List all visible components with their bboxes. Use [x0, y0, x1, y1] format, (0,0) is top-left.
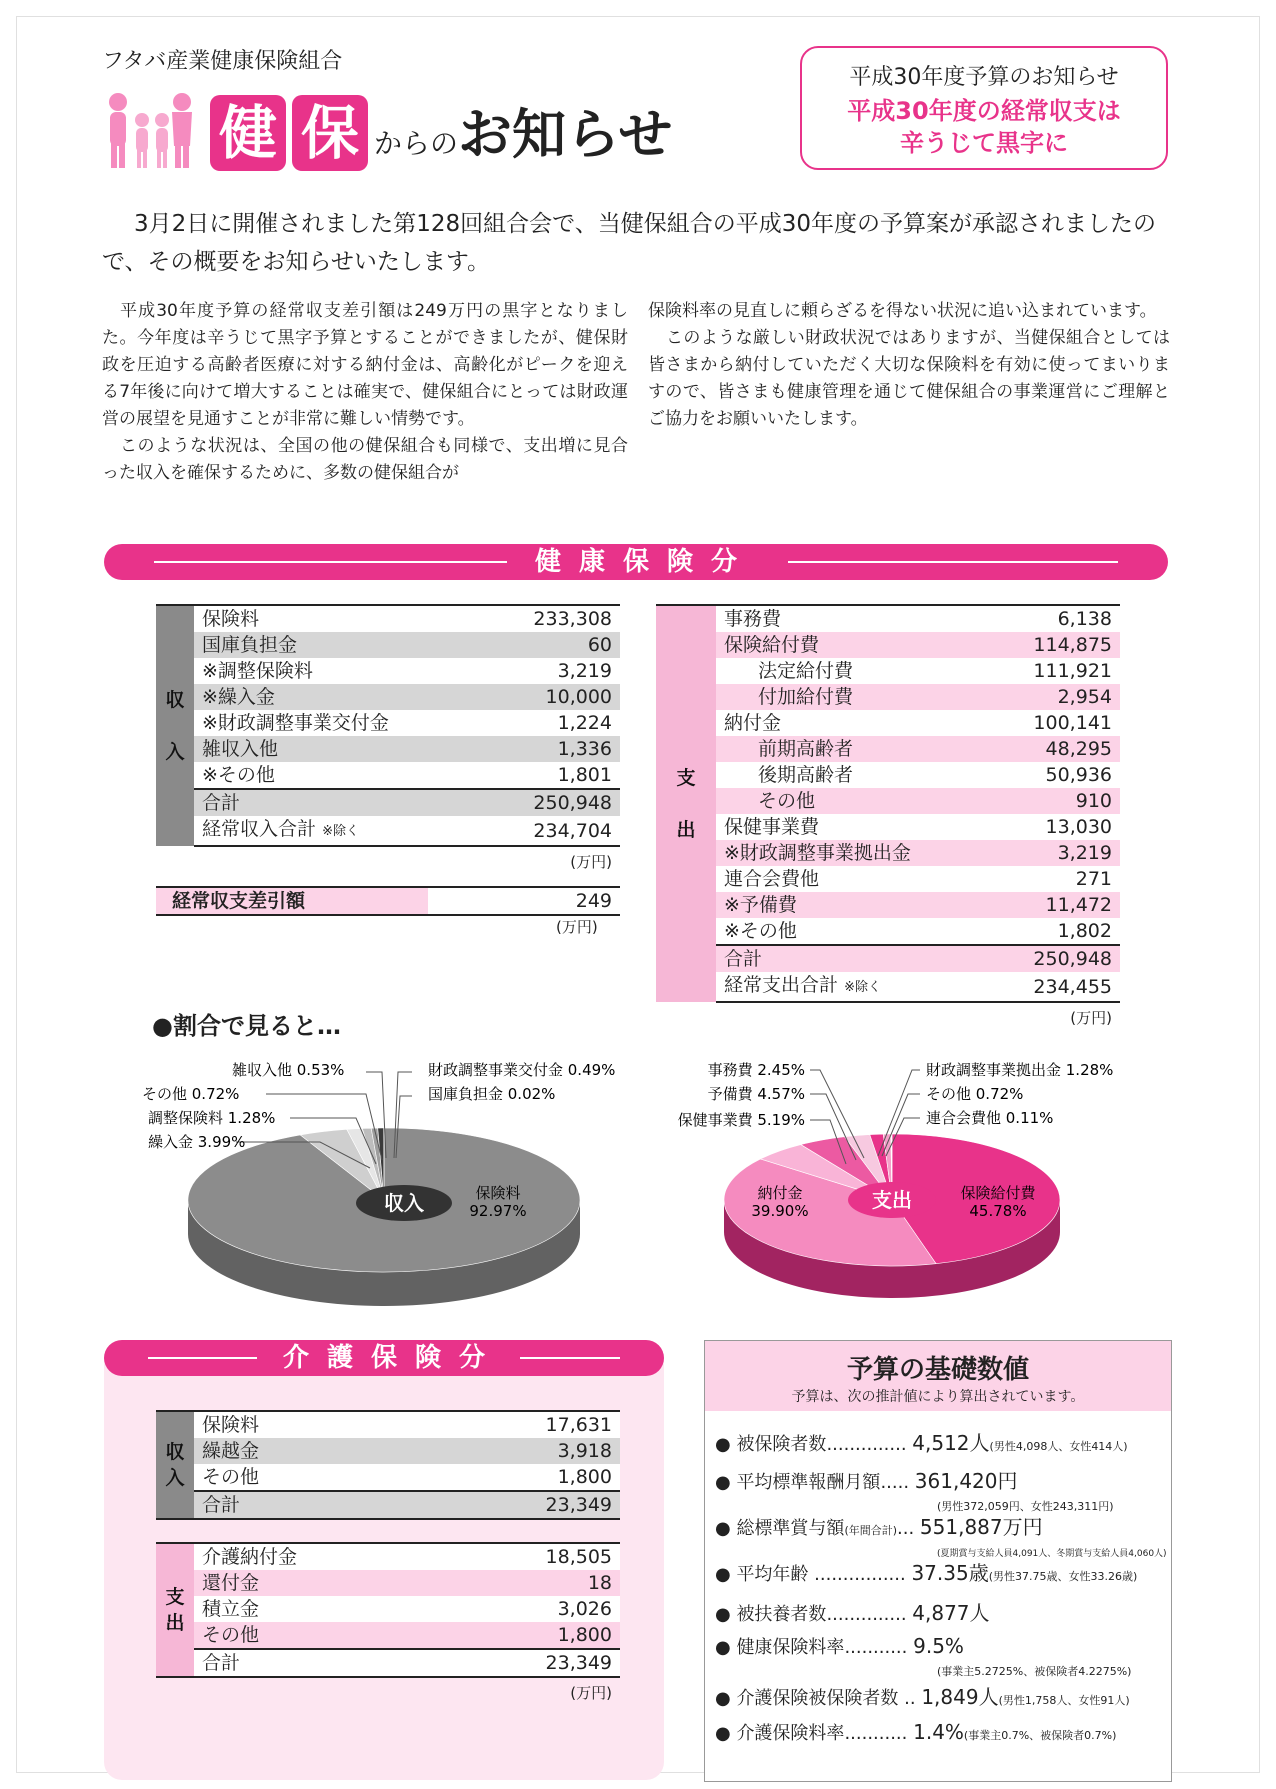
expense-side-label: 支 出: [656, 605, 716, 1002]
pie-slice-label: 調整保険料 1.28%: [148, 1109, 276, 1127]
pie-center-label: 支出: [872, 1188, 912, 1212]
pie-slice-label: 連合会費他 0.11%: [926, 1109, 1054, 1127]
table-row-label: その他: [202, 1466, 260, 1488]
table-row-label: 保険料: [194, 605, 485, 632]
table-row-value: 114,875: [1033, 634, 1112, 656]
table-row-label: 還付金: [202, 1572, 260, 1594]
notice-line1: 平成30年度予算のお知らせ: [849, 65, 1119, 90]
table-row-label: 国庫負担金: [202, 634, 298, 656]
table-row-value: 48,295: [1045, 738, 1112, 760]
balance-label: 経常収支差引額: [172, 890, 306, 912]
pie-slice-label: 国庫負担金 0.02%: [428, 1085, 556, 1103]
pie-center-label: 収入: [384, 1191, 424, 1215]
pie-main-pct: 39.90%: [751, 1202, 809, 1220]
body-paragraph: 保険料率の見直しに頼らざるを得ない状況に追い込まれています。: [648, 301, 1157, 321]
basics-item: ● 被保険者数.............. 4,512人(男性4,098人、女性414人): [715, 1431, 1128, 1455]
table-row-value: 1,800: [557, 1466, 612, 1488]
table-row-label: 連合会費他: [724, 868, 820, 890]
table-row-label: 保健事業費: [724, 816, 820, 838]
table-row-value: 18,505: [438, 1543, 620, 1570]
table-row-label: ※繰入金: [202, 686, 275, 708]
care-income-table: [156, 1410, 620, 1520]
table-row-label: 積立金: [202, 1598, 260, 1620]
table-row-value: 17,631: [394, 1411, 620, 1438]
care-band-title: 介護保険分: [257, 1343, 511, 1373]
header-title: [210, 92, 672, 171]
table-row-value: 3,219: [557, 660, 612, 682]
table-row-label: 保険給付費: [724, 634, 820, 656]
expense-total-value: 250,948: [992, 945, 1120, 972]
health-income-table: [156, 604, 620, 872]
table-row-label: 法定給付費: [758, 660, 854, 682]
ratio-section-title: ●割合で見ると…: [152, 1012, 341, 1040]
pie-slice-label: 雑収入他 0.53%: [232, 1061, 345, 1079]
table-row-label: ※予備費: [724, 894, 797, 916]
body-left-column: [102, 298, 628, 487]
pie-main-pct: 92.97%: [469, 1202, 527, 1220]
care-expense-total-label: 合計: [194, 1649, 438, 1677]
table-row-label: 後期高齢者: [758, 764, 854, 786]
income-total-label: 合計: [194, 789, 485, 816]
pie-main-label: 納付金: [757, 1184, 803, 1202]
table-row-value: 3,918: [557, 1440, 612, 1462]
basics-header: [705, 1341, 1171, 1411]
pie-slice-label: その他 0.72%: [142, 1085, 240, 1103]
table-row-value: 2,954: [1057, 686, 1112, 708]
basics-item: ● 介護保険被保険者数 .. 1,849人(男性1,758人、女性91人): [715, 1685, 1130, 1709]
table-row-label: 繰越金: [202, 1440, 260, 1462]
table-row-value: 111,921: [1033, 660, 1112, 682]
balance-row: [156, 886, 620, 916]
table-row-value: 271: [1075, 868, 1112, 890]
income-recurring-value: 234,704: [485, 816, 620, 846]
balance-value: 249: [575, 890, 612, 912]
health-expense-table: [656, 604, 1120, 1028]
unit-label: (万円): [570, 1684, 612, 1702]
income-total-value: 250,948: [485, 789, 620, 816]
expense-recurring-value: 234,455: [992, 972, 1120, 1002]
table-row-value: 910: [1075, 790, 1112, 812]
table-row-value: 100,141: [1033, 712, 1112, 734]
organization-name: フタバ産業健康保険組合: [102, 49, 343, 74]
notice-line2: 平成30年度の経常収支は: [847, 97, 1121, 125]
table-row-value: 1,802: [1057, 920, 1112, 942]
header-title-small: からの: [374, 127, 459, 160]
table-row-value: 1,224: [557, 712, 612, 734]
table-row-value: 3,219: [1057, 842, 1112, 864]
table-row-value: 3,026: [557, 1598, 612, 1620]
table-row-label: ※その他: [724, 920, 797, 942]
expense-total-label: 合計: [716, 945, 992, 972]
header-title-large: お知らせ: [458, 103, 673, 166]
pie-slice-label: 財政調整事業交付金 0.49%: [428, 1061, 616, 1079]
table-row-label: 保険料: [194, 1411, 394, 1438]
table-row-label: その他: [758, 790, 816, 812]
table-row-value: 60: [587, 634, 612, 656]
table-row-label: ※その他: [202, 764, 275, 786]
care-expense-total-value: 23,349: [438, 1649, 620, 1677]
lead-paragraph: 3月2日に開催されました第128回組合会で、当健保組合の平成30年度の予算案が承認されましたので、その概要をお知らせいたします。: [102, 211, 1156, 275]
table-row-label: 雑収入他: [202, 738, 279, 760]
unit-label: (万円): [556, 918, 598, 936]
budget-basics-box: [704, 1340, 1172, 1782]
unit-label: (万円): [570, 853, 612, 871]
table-row-value: 6,138: [992, 605, 1120, 632]
table-row-label: ※財政調整事業交付金: [202, 712, 389, 734]
pie-slice-label: 繰入金 3.99%: [148, 1133, 246, 1151]
table-row-value: 1,801: [557, 764, 612, 786]
care-income-total-value: 23,349: [394, 1491, 620, 1519]
table-row-label: 納付金: [724, 712, 782, 734]
pie-slice-label: 財政調整事業拠出金 1.28%: [926, 1061, 1114, 1079]
health-insurance-band: [104, 544, 1168, 580]
basics-item: ● 被扶養者数.............. 4,877人: [715, 1601, 990, 1625]
table-row-label: ※調整保険料: [202, 660, 313, 682]
table-row-value: 18: [587, 1572, 612, 1594]
income-side-label: 収 入: [156, 605, 194, 846]
basics-item: ● 平均標準報酬月額..... 361,420円 (男性372,059円、女性243,311円): [715, 1469, 1114, 1513]
body-paragraph: このような厳しい財政状況ではありますが、当健保組合としては皆さまから納付していただく大切な保険料を有効に使ってまいりますので、皆さまも健康管理を通じて健保組合の事業運営にご理解とご協力をお願いいたします。: [648, 328, 1170, 429]
body-paragraph: 平成30年度予算の経常収支差引額は249万円の黒字となりました。今年度は辛うじて黒字予算とすることができましたが、健保財政を圧迫する高齢者医療に対する納付金は、高齢化がピークを迎える7年後に向けて増大することは確実で、健保組合にとっては財政運営の展望を見通すことが非常に難しい情勢です。: [102, 301, 628, 429]
pie-main-label: 保険料: [475, 1184, 521, 1202]
basics-item: ● 介護保険料率........... 1.4%(事業主0.7%、被保険者0.7%): [715, 1720, 1117, 1744]
table-row-value: 13,030: [1045, 816, 1112, 838]
table-row-label: 前期高齢者: [758, 738, 854, 760]
care-expense-table: [156, 1542, 620, 1703]
body-right-column: [648, 298, 1170, 433]
table-row-label: その他: [202, 1624, 260, 1646]
health-band-title: 健康保険分: [507, 547, 765, 577]
pie-main-pct: 45.78%: [969, 1202, 1027, 1220]
expense-recurring-label: 経常支出合計 ※除く: [716, 972, 992, 1002]
basics-subtitle: 予算は、次の推計値により算出されています。: [791, 1389, 1085, 1405]
unit-label: (万円): [1070, 1009, 1112, 1027]
table-row-value: 1,336: [557, 738, 612, 760]
pie-slice-label: 予備費 4.57%: [707, 1085, 805, 1103]
table-row-label: 介護納付金: [194, 1543, 438, 1570]
table-row-value: 10,000: [545, 686, 612, 708]
income-pie-chart: [120, 1050, 640, 1320]
body-paragraph: このような状況は、全国の他の健保組合も同様で、支出増に見合った収入を確保するために、多数の健保組合が: [102, 436, 628, 483]
notice-line3: 辛うじて黒字に: [900, 129, 1068, 157]
basics-title: 予算の基礎数値: [846, 1355, 1029, 1385]
care-income-total-label: 合計: [194, 1491, 394, 1519]
table-row-value: 50,936: [1045, 764, 1112, 786]
care-income-side-label: 収 入: [156, 1411, 194, 1519]
table-row-label: ※財政調整事業拠出金: [724, 842, 911, 864]
basics-item: ● 健康保険料率........... 9.5% (事業主5.2725%、被保険者4.2275%): [715, 1634, 1132, 1678]
family-logo: [104, 90, 194, 170]
table-row-value: 1,800: [557, 1624, 612, 1646]
pie-slice-label: その他 0.72%: [926, 1085, 1024, 1103]
table-row-value: 11,472: [1045, 894, 1112, 916]
header-title-char2: 保: [292, 95, 368, 171]
pie-main-label: 保険給付費: [960, 1184, 1036, 1202]
table-row-label: 事務費: [716, 605, 992, 632]
care-expense-side-label: 支 出: [156, 1543, 194, 1677]
header-title-char1: 健: [210, 95, 286, 171]
table-row-value: 233,308: [485, 605, 620, 632]
notice-box: [800, 46, 1168, 170]
pie-slice-label: 保健事業費 5.19%: [677, 1111, 805, 1129]
table-row-label: 付加給付費: [758, 686, 854, 708]
income-recurring-label: 経常収入合計 ※除く: [194, 816, 485, 846]
expense-pie-chart: [650, 1050, 1170, 1320]
care-insurance-band: [104, 1340, 664, 1376]
basics-item: ● 総標準賞与額(年間合計)... 551,887万円 (夏期賞与支給人員4,091人、冬期賞与支給人員4,060人): [715, 1515, 1167, 1559]
pie-slice-label: 事務費 2.45%: [707, 1061, 805, 1079]
basics-item: ● 平均年齢 ................ 37.35歳(男性37.75歳、女性33.26歳): [715, 1561, 1138, 1585]
